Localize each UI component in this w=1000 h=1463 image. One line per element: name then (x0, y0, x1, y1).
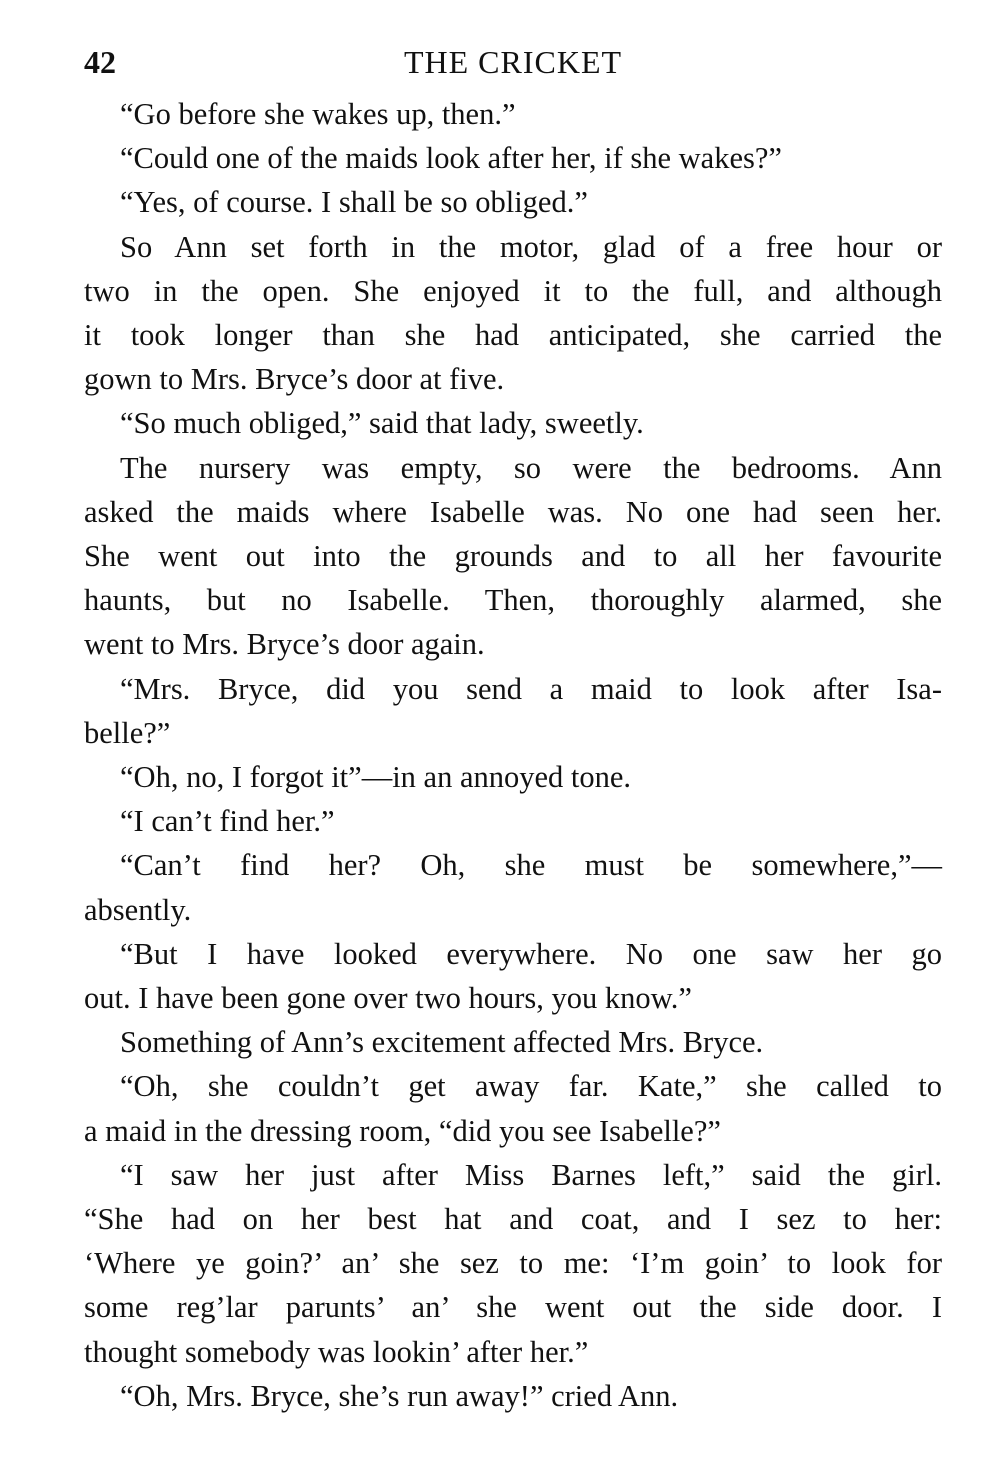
text-line: “Oh, she couldn’t get away far. Kate,” she called to (120, 1069, 942, 1104)
page-header (84, 40, 942, 84)
text-line: “Oh, Mrs. Bryce, she’s run away!” cried Ann. (120, 1378, 679, 1413)
paragraph (84, 92, 942, 136)
text-line: “I saw her just after Miss Barnes left,” said the girl. (120, 1157, 942, 1192)
text-line: gown to Mrs. Bryce’s door at five. (84, 362, 505, 397)
paragraph (84, 799, 942, 843)
paragraph (84, 755, 942, 799)
text-line: The nursery was empty, so were the bedrooms. Ann (120, 450, 942, 485)
paragraph (84, 1064, 942, 1152)
text-line: belle?” (84, 715, 171, 750)
text-line: a maid in the dressing room, “did you see Isabelle?” (84, 1113, 721, 1148)
text-line: ‘Where ye goin?’ an’ she sez to me: ‘I’m goin’ to look for (84, 1246, 942, 1281)
running-title: THE CRICKET (403, 44, 623, 80)
text-line: She went out into the grounds and to all her favourite (84, 539, 942, 574)
text-line: “Yes, of course. I shall be so obliged.” (120, 185, 588, 220)
paragraph (84, 136, 942, 180)
text-line: “Go before she wakes up, then.” (120, 97, 516, 131)
text-line: went to Mrs. Bryce’s door again. (84, 627, 485, 662)
paragraph (84, 1020, 942, 1064)
paragraph (84, 401, 942, 445)
text-line: absently. (84, 892, 192, 927)
text-line: it took longer than she had anticipated, she carried the (84, 318, 942, 353)
text-line: Something of Ann’s excitement affected Mrs. Bryce. (120, 1025, 764, 1060)
text-line: “Oh, no, I forgot it”—in an annoyed tone. (120, 760, 632, 795)
paragraph (84, 932, 942, 1020)
text-line: “Mrs. Bryce, did you send a maid to look after Isa- (120, 671, 942, 706)
paragraph (84, 446, 942, 667)
paragraph (84, 843, 942, 931)
text-line: “She had on her best hat and coat, and I sez to her: (84, 1202, 942, 1237)
text-line: So Ann set forth in the motor, glad of a free hour or (120, 229, 942, 264)
body-text (84, 92, 942, 1418)
text-line: thought somebody was lookin’ after her.” (84, 1334, 589, 1369)
text-line: “I can’t find her.” (120, 804, 335, 839)
text-line: haunts, but no Isabelle. Then, thoroughly alarmed, she (84, 583, 942, 618)
paragraph (84, 1374, 942, 1418)
text-line: asked the maids where Isabelle was. No one had seen her. (84, 494, 942, 529)
text-line: “But I have looked everywhere. No one saw her go (120, 936, 942, 971)
text-line: “So much obliged,” said that lady, sweetly. (120, 406, 644, 441)
text-line: “Could one of the maids look after her, if she wakes?” (120, 141, 782, 176)
paragraph (84, 1153, 942, 1374)
paragraph (84, 225, 942, 402)
page-number: 42 (84, 44, 116, 80)
text-line: some reg’lar parunts’ an’ she went out the side door. I (84, 1290, 942, 1325)
book-page (84, 40, 942, 1418)
text-line: “Can’t find her? Oh, she must be somewhere,”— (120, 848, 942, 883)
text-line: two in the open. She enjoyed it to the full, and although (84, 273, 942, 308)
text-line: out. I have been gone over two hours, you know.” (84, 981, 692, 1016)
paragraph (84, 180, 942, 224)
paragraph (84, 667, 942, 755)
